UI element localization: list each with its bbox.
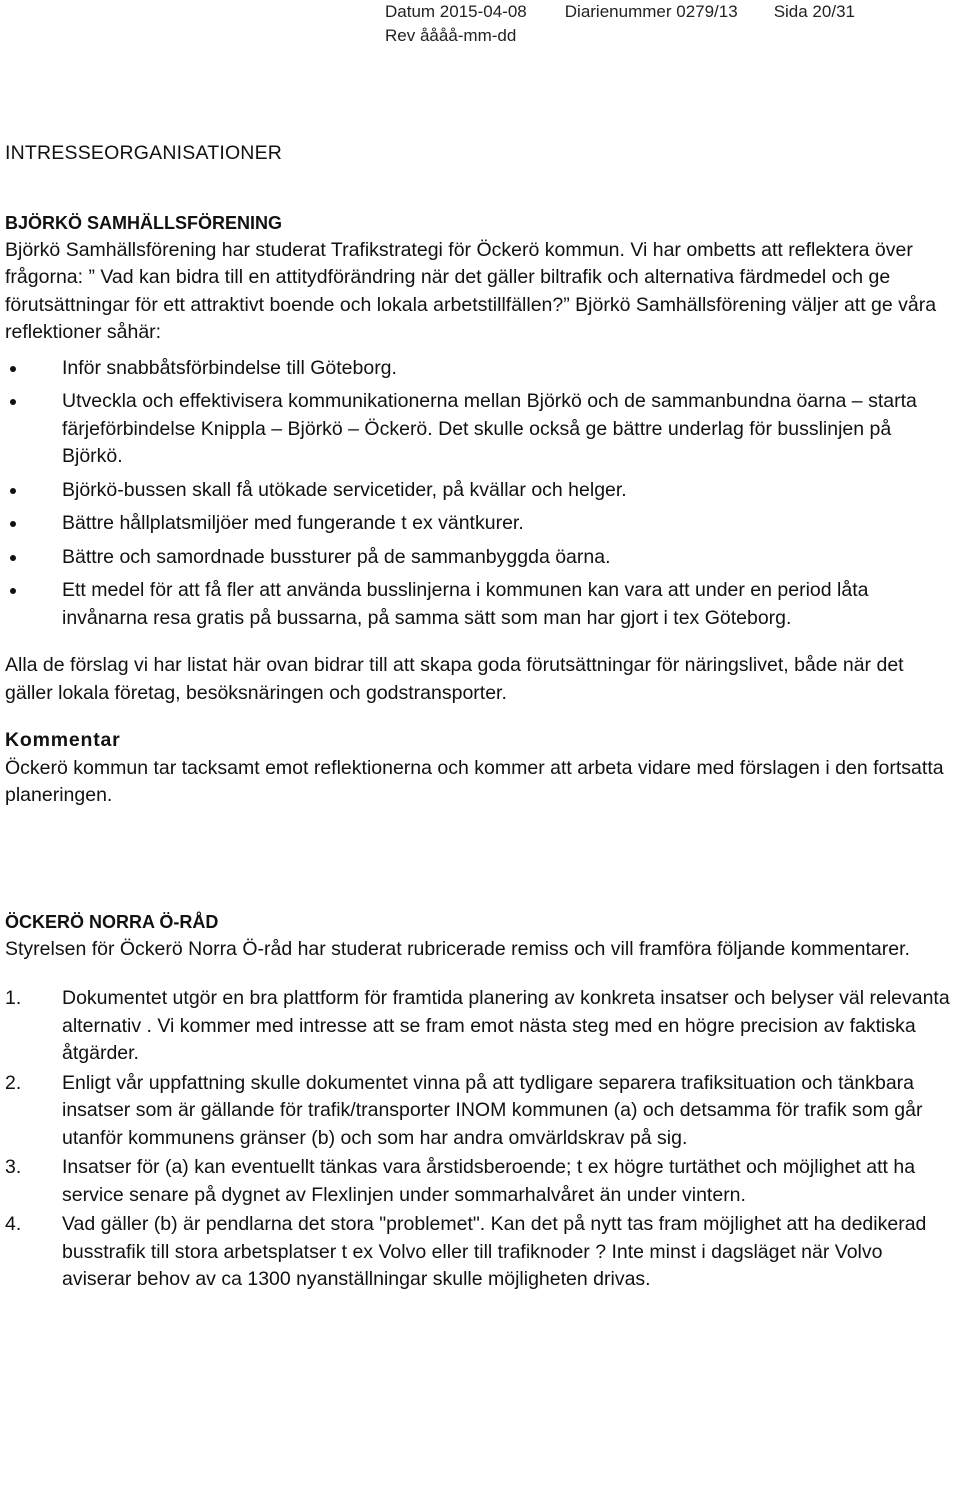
bullet-item bbox=[5, 510, 953, 538]
bullet-item bbox=[5, 388, 953, 471]
bullet-icon bbox=[10, 366, 16, 372]
document-body bbox=[5, 140, 953, 1296]
ockero-section bbox=[5, 908, 953, 1294]
comment-text: Öckerö kommun tar tacksamt emot reflektionerna och kommer att arbeta vidare med förslagen i den fortsatta planeringen. bbox=[5, 756, 944, 806]
header-diary-number: Diarienummer 0279/13 bbox=[564, 2, 738, 21]
header-date: Datum 2015-04-08 bbox=[385, 2, 527, 21]
ockero-numbered-list bbox=[5, 985, 953, 1294]
bullet-item bbox=[5, 577, 953, 632]
item-text: Vad gäller (b) är pendlarna det stora "problemet". Kan det på nytt tas fram möjlighet att ha dedikerad busstrafik till stora arbetsplatser t ex Volvo eller till trafiknoder ? Inte minst i dagsläget när Volvo aviserar behov av ca 1300 nyanställningar skulle möjligheten drivas. bbox=[62, 1213, 927, 1290]
bullet-icon bbox=[10, 521, 16, 527]
document-header bbox=[385, 0, 855, 48]
numbered-item bbox=[5, 1211, 953, 1294]
item-text: Enligt vår uppfattning skulle dokumentet vinna på att tydligare separera trafiksituation och tänkbara insatser som är gällande för trafik/transporter INOM kommunen (a) och detsamma för trafik som går utanför kommunens gränser (b) och som har andra omvärldskrav på sig. bbox=[62, 1071, 923, 1149]
numbered-item bbox=[5, 1154, 953, 1209]
bullet-icon bbox=[10, 588, 16, 594]
bullet-text: Utveckla och effektivisera kommunikationerna mellan Björkö och de sammanbundna öarna – starta färjeförbindelse Knippla – Björkö – Öckerö. Det skulle också ge bättre underlag för busslinjen på Björkö. bbox=[62, 390, 917, 467]
ockero-intro: Styrelsen för Öckerö Norra Ö-råd har studerat rubricerade remiss och vill framföra följande kommentarer. bbox=[5, 937, 910, 960]
item-number: 3. bbox=[5, 1156, 22, 1178]
header-page-number: Sida 20/31 bbox=[773, 2, 855, 21]
bjorko-summary: Alla de förslag vi har listat här ovan bidrar till att skapa goda förutsättningar för näringslivet, både när det gäller lokala företag, besöksnäringen och godstransporter. bbox=[5, 654, 904, 704]
bjorko-bullet-list bbox=[5, 355, 953, 633]
bjorko-section bbox=[5, 209, 953, 810]
numbered-item bbox=[5, 1070, 953, 1153]
bullet-item bbox=[5, 544, 953, 572]
bullet-text: Bättre hållplatsmiljöer med fungerande t ex väntkurer. bbox=[62, 512, 524, 534]
item-number: 2. bbox=[5, 1071, 22, 1094]
bullet-icon bbox=[10, 399, 16, 405]
bullet-text: Inför snabbåtsförbindelse till Göteborg. bbox=[62, 356, 397, 379]
bullet-text: Ett medel för att få fler att använda busslinjerna i kommunen kan vara att under en period låta invånarna resa gratis på bussarna, på samma sätt som man har gjort i tex Göteborg. bbox=[62, 579, 869, 629]
item-number: 4. bbox=[5, 1213, 22, 1235]
bjorko-title: BJÖRKÖ SAMHÄLLSFÖRENING bbox=[5, 212, 283, 233]
bjorko-intro: Björkö Samhällsförening har studerat Trafikstrategi för Öckerö kommun. Vi har ombetts att reflektera över frågorna: ” Vad kan bidra till en attitydförändring när det gäller biltrafik och alternativa färdmedel och ge förutsättningar för ett attraktivt boende och lokala arbetstillfällen?” Björkö Samhällsförening väljer att ge våra reflektioner såhär: bbox=[5, 238, 937, 343]
header-row-1 bbox=[385, 0, 855, 24]
comment-heading: Kommentar bbox=[5, 729, 121, 751]
header-revision: Rev åååå-mm-dd bbox=[385, 26, 517, 45]
bullet-item bbox=[5, 477, 953, 505]
bullet-text: Björkö-bussen skall få utökade servicetider, på kvällar och helger. bbox=[62, 478, 627, 501]
item-text: Dokumentet utgör en bra plattform för framtida planering av konkreta insatser och belyser väl relevanta alternativ . Vi kommer med intresse att se fram emot nästa steg med en högre precision av faktiska åtgärder. bbox=[62, 987, 950, 1064]
bullet-text: Bättre och samordnade bussturer på de sammanbyggda öarna. bbox=[62, 545, 611, 568]
bullet-item bbox=[5, 355, 953, 383]
numbered-item bbox=[5, 985, 953, 1068]
item-number: 1. bbox=[5, 987, 22, 1009]
ockero-title: ÖCKERÖ NORRA Ö-RÅD bbox=[5, 911, 219, 932]
bullet-icon bbox=[10, 555, 16, 561]
section-title: INTRESSEORGANISATIONER bbox=[5, 142, 283, 164]
bullet-icon bbox=[10, 488, 16, 494]
item-text: Insatser för (a) kan eventuellt tänkas vara årstidsberoende; t ex högre turtäthet och möjlighet att ha service senare på dygnet av Flexlinjen under sommarhalvåret än under vintern. bbox=[62, 1156, 916, 1206]
